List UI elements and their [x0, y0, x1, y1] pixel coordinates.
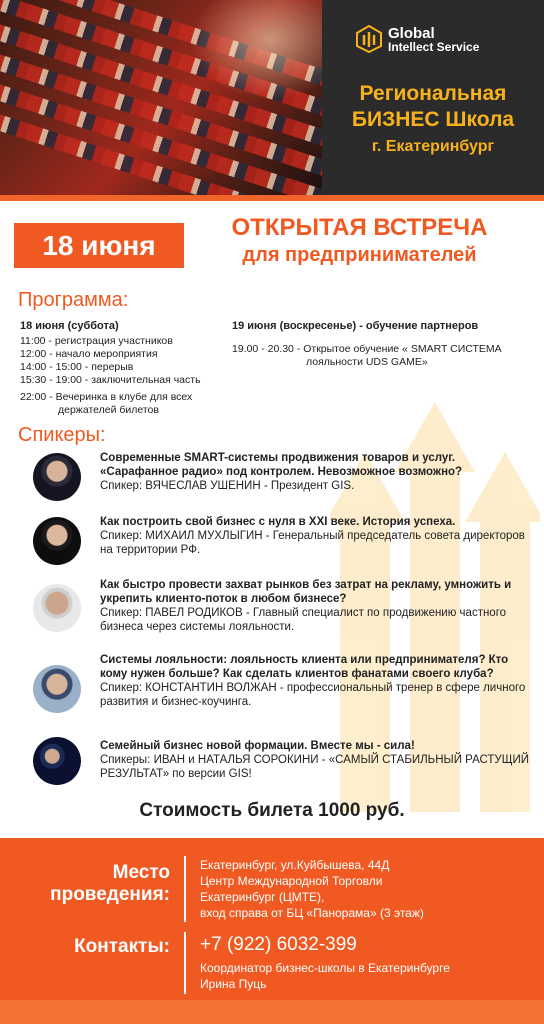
program-item: 15:30 - 19:00 - заключительная часть — [20, 374, 201, 386]
conference-audience-photo — [0, 0, 322, 195]
speaker-card — [30, 737, 540, 787]
school-title-line2: БИЗНЕС Школа — [351, 108, 515, 131]
footer-bottom-stripe — [0, 1000, 544, 1024]
venue-address-line: Екатеринбург (ЦМТЕ), — [200, 890, 325, 904]
brand-name-line2: Intellect Service — [388, 39, 480, 54]
ticket-price: Стоимость билета 1000 руб. — [139, 800, 405, 821]
speaker-topic: Семейный бизнес новой формации. Вместе мы - сила! — [100, 740, 415, 752]
venue-address-line: Центр Международной Торговли — [200, 874, 383, 888]
event-date: 18 июня — [14, 223, 184, 268]
program-item: 11:00 - регистрация участников — [20, 335, 173, 347]
event-subtitle: для предпринимателей — [242, 244, 477, 266]
program-item: 14:00 - 15:00 - перерыв — [20, 361, 134, 373]
avatar — [33, 737, 81, 785]
speaker-topic: Системы лояльности: лояльность клиента или предпринимателя? Кто кому нужен больше? Как сделать клиентов фанатами своего клуба? — [100, 654, 509, 680]
speaker-topic: Как быстро провести захват рынков без затрат на рекламу, умножить и укрепить клиенто-поток в любом бизнесе? — [100, 579, 512, 605]
event-title-block — [192, 214, 527, 267]
program-item: 22:00 - Вечеринка в клубе для всех держателей билетов — [20, 391, 193, 416]
contact-phone[interactable]: +7 (922) 6032-399 — [200, 934, 357, 955]
gis-logo-icon — [356, 25, 382, 53]
brand-name-line1: Global — [388, 24, 435, 42]
program-day2-title: 19 июня (воскресенье) - обучение партнеров — [232, 320, 479, 332]
program-day1 — [20, 320, 230, 417]
speaker-card — [30, 515, 540, 575]
header-banner — [0, 0, 544, 200]
program-day2 — [232, 320, 532, 369]
speaker-card — [30, 653, 540, 729]
contact-details — [200, 960, 450, 992]
avatar — [33, 584, 81, 632]
contact-name: Ирина Пуць — [200, 977, 267, 991]
speaker-card — [30, 578, 540, 640]
avatar — [33, 453, 81, 501]
speaker-card — [30, 451, 540, 511]
venue-address — [200, 857, 424, 921]
speaker-name: Спикер: ПАВЕЛ РОДИКОВ - Главный специалист по продвижению частного бизнеса через системы лояльности. — [100, 607, 507, 633]
venue-address-line: вход справа от БЦ «Панорама» (3 этаж) — [200, 906, 424, 920]
program-item: 12:00 - начало мероприятия — [20, 348, 158, 360]
venue-divider — [184, 856, 186, 922]
contact-role: Координатор бизнес-школы в Екатеринбурге — [200, 961, 450, 975]
avatar — [33, 665, 81, 713]
school-city: г. Екатеринбург — [371, 138, 495, 155]
speaker-topic: Как построить свой бизнес с нуля в XXI веке. История успеха. — [100, 516, 456, 528]
contacts-label: Контакты: — [74, 936, 170, 957]
event-title: ОТКРЫТАЯ ВСТРЕЧА — [231, 214, 488, 241]
header-divider — [0, 195, 544, 201]
venue-label-line1: Место — [112, 862, 170, 883]
speaker-name: Спикер: ВЯЧЕСЛАВ УШЕНИН - Президент GIS. — [100, 480, 355, 492]
school-title-line1: Региональная — [359, 82, 507, 105]
speaker-name: Спикеры: ИВАН и НАТАЛЬЯ СОРОКИНИ - «САМЫЙ СТАБИЛЬНЫЙ РАСТУЩИЙ РЕЗУЛЬТАТ» по версии GIS! — [100, 754, 530, 780]
speaker-topic: Современные SMART-системы продвижения товаров и услуг. «Сарафанное радио» под контролем. Невозможное возможно? — [100, 452, 463, 478]
contacts-divider — [184, 932, 186, 994]
avatar — [33, 517, 81, 565]
program-item: 19.00 - 20.30 - Открытое обучение « SMART СИСТЕМА лояльности UDS GAME» — [232, 343, 502, 368]
venue-address-line: Екатеринбург, ул.Куйбышева, 44Д — [200, 858, 390, 872]
speakers-heading: Спикеры: — [18, 424, 106, 446]
speaker-name: Спикер: МИХАИЛ МУХЛЫГИН - Генеральный председатель совета директоров на территории РФ. — [100, 530, 525, 556]
speaker-name: Спикер: КОНСТАНТИН ВОЛЖАН - профессиональный тренер в сфере личного развития и бизнес-коучинга. — [100, 682, 526, 708]
venue-label-line2: проведения: — [50, 884, 170, 905]
brand-logo-block — [356, 25, 479, 53]
program-day1-title: 18 июня (суббота) — [20, 320, 119, 332]
program-heading: Программа: — [18, 289, 129, 311]
